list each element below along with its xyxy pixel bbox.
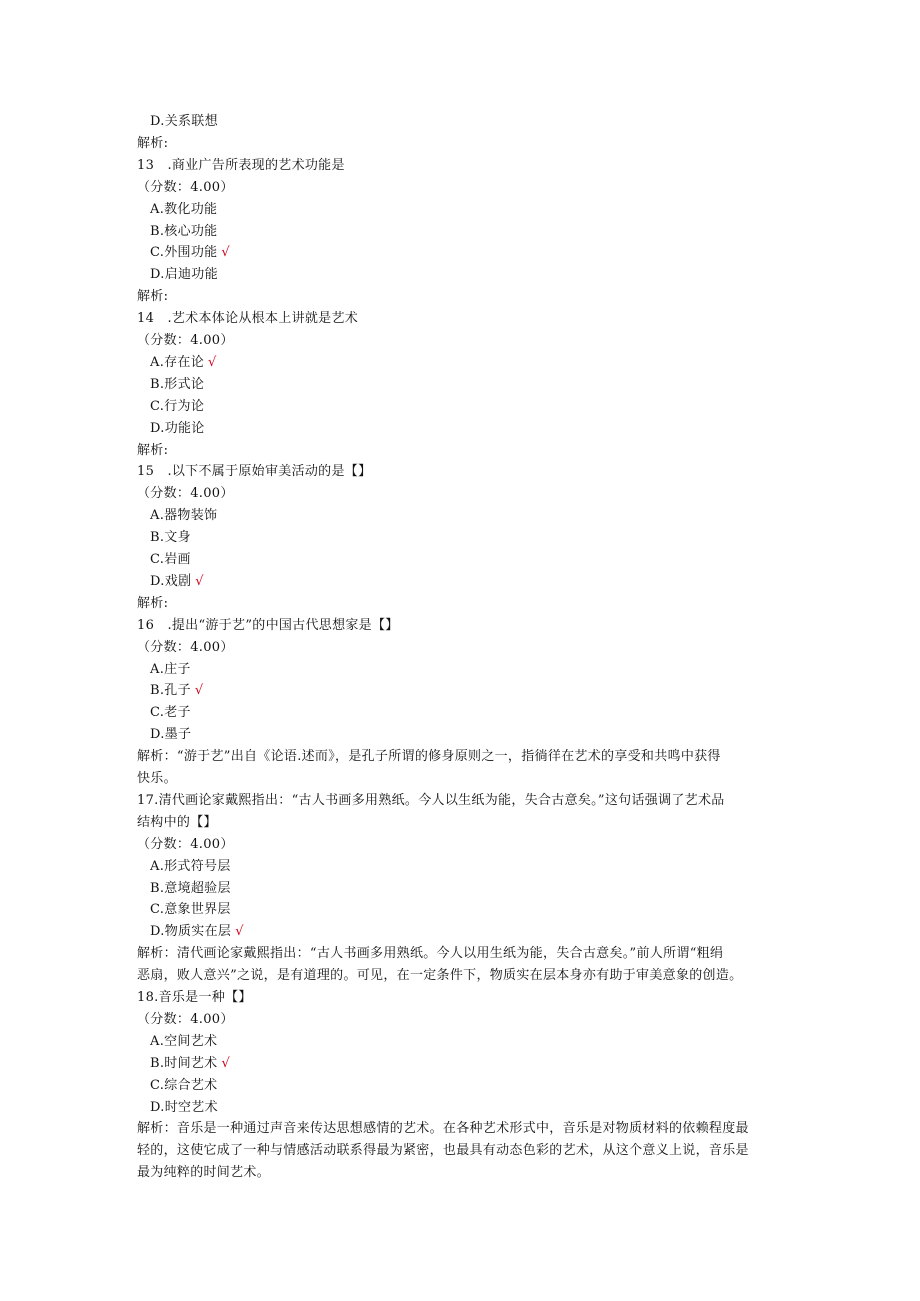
analysis-text: 解析:: [137, 443, 169, 458]
option-text: D.功能论: [150, 421, 205, 436]
analysis: [137, 1118, 787, 1140]
option: [150, 878, 800, 900]
option-text: B.意境超验层: [150, 881, 231, 896]
correct-check-icon: √: [221, 245, 231, 260]
option-text: D.启迪功能: [150, 267, 218, 282]
analysis: [137, 593, 787, 615]
option-text: D.关系联想: [150, 114, 218, 129]
analysis: [137, 286, 787, 308]
option-text: D.物质实在层: [150, 924, 232, 939]
analysis-text: 轻的，这使它成了一种与情感活动联系得最为紧密，也最具有动态色彩的艺术，从这个意义上说，音乐是: [137, 1143, 749, 1158]
question-title: [137, 812, 787, 834]
option: [150, 724, 800, 746]
option-text: B.时间艺术: [150, 1056, 218, 1071]
analysis-text: 快乐。: [137, 771, 177, 786]
analysis: [137, 965, 787, 987]
question-title-text: 17.清代画论家戴熙指出：“古人书画多用熟纸。今人以生纸为能，失合古意矣。”这句话强调了艺术品: [137, 793, 725, 808]
option: [150, 264, 800, 286]
correct-check-icon: √: [194, 683, 204, 698]
question-title: [137, 790, 787, 812]
option: [150, 1097, 800, 1119]
question-score: [137, 330, 787, 352]
question-score-text: （分数：4.00）: [137, 640, 234, 655]
question-title: [137, 155, 787, 177]
question-score-text: （分数：4.00）: [137, 180, 234, 195]
analysis-text: 解析：音乐是一种通过声音来传达思想感情的艺术。在各种艺术形式中，音乐是对物质材料的依赖程度最: [137, 1121, 749, 1136]
question-score-text: （分数：4.00）: [137, 1012, 234, 1027]
question-title-text: 13 .商业广告所表现的艺术功能是: [137, 158, 345, 173]
option: [150, 221, 800, 243]
option: [150, 352, 800, 374]
analysis: [137, 133, 787, 155]
option-text: D.墨子: [150, 727, 192, 742]
option-text: A.庄子: [150, 662, 191, 677]
analysis: [137, 768, 787, 790]
option: [150, 374, 800, 396]
question-score: [137, 483, 787, 505]
option-text: C.岩画: [150, 552, 191, 567]
question-title-text: 结构中的【】: [137, 815, 217, 830]
correct-check-icon: √: [235, 924, 244, 939]
question-title-text: 14 .艺术本体论从根本上讲就是艺术: [137, 311, 359, 326]
question-score: [137, 834, 787, 856]
option: [150, 571, 800, 593]
question-score-text: （分数：4.00）: [137, 486, 234, 501]
option: [150, 418, 800, 440]
option-text: D.戏剧: [150, 574, 192, 589]
option-text: A.形式符号层: [150, 859, 231, 874]
option-text: B.孔子: [150, 683, 191, 698]
option: [150, 242, 800, 264]
analysis-text: 最为纯粹的时间艺术。: [137, 1165, 271, 1180]
option-text: B.文身: [150, 530, 191, 545]
question-score-text: （分数：4.00）: [137, 333, 234, 348]
correct-check-icon: √: [208, 355, 217, 370]
option: [150, 549, 800, 571]
option-text: C.意象世界层: [150, 902, 231, 917]
correct-check-icon: √: [221, 1056, 231, 1071]
analysis: [137, 440, 787, 462]
analysis: [137, 1162, 787, 1184]
option: [150, 199, 800, 221]
question-title-text: 15 .以下不属于原始审美活动的是【】: [137, 464, 372, 479]
analysis-text: 解析:: [137, 596, 169, 611]
option-text: A.空间艺术: [150, 1034, 218, 1049]
question-title-text: 18.音乐是一种【】: [137, 990, 252, 1005]
option: [150, 680, 800, 702]
option: [150, 899, 800, 921]
analysis-text: 解析:: [137, 136, 169, 151]
option-text: D.时空艺术: [150, 1100, 218, 1115]
option: [150, 702, 800, 724]
option: [150, 856, 800, 878]
analysis-text: 恶扇，败人意兴”之说，是有道理的。可见，在一定条件下，物质实在层本身亦有助于审美意象的创造。: [137, 968, 743, 983]
option: [150, 659, 800, 681]
option: [150, 1075, 800, 1097]
question-title: [137, 615, 787, 637]
option-text: A.器物装饰: [150, 508, 218, 523]
option-text: B.形式论: [150, 377, 205, 392]
option-text: A.存在论: [150, 355, 205, 370]
question-score: [137, 1009, 787, 1031]
analysis: [137, 1140, 787, 1162]
question-score: [137, 177, 787, 199]
question-title: [137, 461, 787, 483]
analysis-text: 解析：“游于艺”出自《论语.述而》，是孔子所谓的修身原则之一，指徜徉在艺术的享受和共鸣中获得: [137, 749, 721, 764]
option: [150, 921, 800, 943]
question-title: [137, 308, 787, 330]
analysis-text: 解析:: [137, 289, 169, 304]
analysis: [137, 746, 787, 768]
option-text: B.核心功能: [150, 224, 218, 239]
option: [150, 396, 800, 418]
option-text: C.外围功能: [150, 245, 218, 260]
option: [150, 1053, 800, 1075]
option: [150, 505, 800, 527]
question-score-text: （分数：4.00）: [137, 837, 234, 852]
question-title-text: 16 .提出“游于艺”的中国古代思想家是【】: [137, 618, 399, 633]
option-text: C.综合艺术: [150, 1078, 218, 1093]
option-text: C.老子: [150, 705, 191, 720]
correct-check-icon: √: [195, 574, 204, 589]
option-text: A.教化功能: [150, 202, 218, 217]
question-score: [137, 637, 787, 659]
option: [150, 1031, 800, 1053]
option-text: C.行为论: [150, 399, 205, 414]
question-title: [137, 987, 787, 1009]
analysis-text: 解析：清代画论家戴熙指出：“古人书画多用熟纸。今人以用生纸为能，失合古意矣。”前人所谓“粗绢: [137, 946, 724, 961]
analysis: [137, 943, 787, 965]
option: [150, 111, 800, 133]
option: [150, 527, 800, 549]
